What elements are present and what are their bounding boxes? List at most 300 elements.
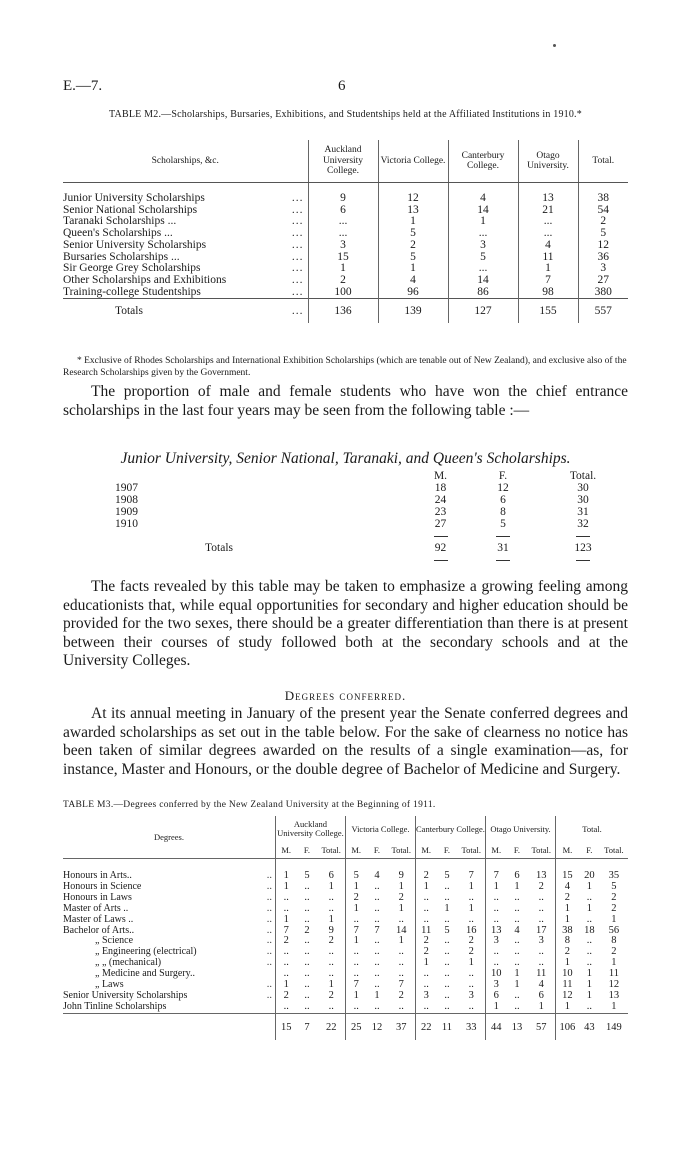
- table-cell: ..: [304, 880, 310, 892]
- table-cell: ..: [398, 913, 404, 925]
- table-cell: ..: [514, 902, 520, 914]
- rule-cell: [413, 554, 468, 566]
- table-cell: ...: [518, 228, 578, 240]
- table-cell: ..: [514, 946, 520, 958]
- table-cell: 1: [485, 882, 506, 893]
- spacer-cell: [556, 1034, 579, 1040]
- table-cell: 3: [415, 991, 436, 1002]
- row-label: Senior National Scholarships: [63, 203, 198, 216]
- page-number: 6: [338, 78, 346, 94]
- spacer-cell: [436, 1034, 457, 1040]
- table-cell: 3: [448, 240, 518, 252]
- table-cell: ..: [415, 893, 436, 904]
- leader-dots: ..: [266, 902, 272, 914]
- table-cell: 7: [518, 275, 578, 287]
- table-cell: 2: [611, 902, 617, 914]
- table-cell: ..: [444, 1000, 450, 1012]
- table-cell: ..: [586, 957, 592, 969]
- col-header-degrees: [63, 816, 275, 859]
- rule-mark: [434, 536, 448, 537]
- rule-mark: [496, 560, 510, 561]
- table-cell: 20: [584, 870, 595, 881]
- row-label: Honours in Laws: [63, 891, 132, 903]
- table-cell: 2: [378, 240, 448, 252]
- table-cell: 11: [608, 968, 619, 980]
- table-cell: 2: [556, 893, 579, 904]
- spacer-cell: [261, 1034, 275, 1040]
- table-cell: 12: [608, 979, 620, 991]
- year-cell: 1907: [115, 482, 138, 494]
- page-reference: E.—7.: [63, 78, 103, 94]
- section-heading-degrees: [63, 688, 628, 704]
- table-cell: 1: [345, 991, 366, 1002]
- total-cell: 13: [506, 1013, 527, 1034]
- table-cell: 3: [485, 936, 506, 947]
- total-cell: 15: [275, 1013, 296, 1034]
- row-label: Other Scholarships and Exhibitions: [63, 273, 227, 286]
- table-cell: 17: [535, 924, 547, 936]
- table-cell: ..: [468, 968, 474, 980]
- table-row: [63, 904, 628, 915]
- table-cell: ..: [514, 1000, 520, 1012]
- total-cell: 22: [317, 1013, 345, 1034]
- male-cell: 27: [434, 518, 447, 530]
- table-cell: 2: [415, 871, 436, 882]
- table-cell: 10: [485, 969, 506, 980]
- spacer-cell: [63, 554, 233, 566]
- row-label: „ „ (mechanical): [95, 957, 162, 969]
- rule-mark: [496, 536, 510, 537]
- group-header-total: Total.: [556, 816, 629, 842]
- table-cell: ..: [415, 915, 436, 926]
- spacer-cell: [378, 317, 448, 323]
- table-cell: ..: [538, 946, 544, 958]
- table-cell: ...: [308, 216, 378, 228]
- table-cell: 18: [584, 924, 595, 936]
- table-cell: 14: [448, 205, 518, 217]
- leader-dots: ...: [291, 285, 304, 298]
- table-cell: 1: [586, 968, 592, 980]
- subcol-header: F.: [303, 844, 311, 855]
- total-cell: 32: [577, 518, 589, 530]
- table-cell: ..: [514, 913, 520, 925]
- table-cell: ..: [328, 902, 334, 914]
- col-header-auckland: Auckland University College.: [308, 140, 378, 183]
- table-cell: ...: [448, 228, 518, 240]
- table-cell: ..: [275, 893, 296, 904]
- spacer-cell: [317, 1034, 345, 1040]
- table-cell: ..: [444, 979, 450, 991]
- spacer-cell: [527, 1034, 555, 1040]
- table-cell: ..: [485, 947, 506, 958]
- table-cell: 54: [578, 205, 628, 217]
- table-cell: 7: [485, 871, 506, 882]
- table-cell: 13: [378, 205, 448, 217]
- spacer-cell: [345, 1034, 366, 1040]
- table-cell: ..: [468, 913, 474, 925]
- table-cell: 2: [328, 935, 334, 947]
- table-cell: ..: [444, 957, 450, 969]
- leader-dots: ..: [266, 891, 272, 903]
- table-cell: 1: [611, 913, 617, 925]
- table-cell: 1: [468, 957, 474, 969]
- table-cell: ..: [304, 891, 310, 903]
- table-cell: ..: [374, 880, 380, 892]
- totals-row: [63, 299, 628, 318]
- table-cell: 5: [378, 228, 448, 240]
- table-cell: ..: [374, 979, 380, 991]
- table-cell: ..: [415, 1002, 436, 1013]
- subcol-header: F.: [513, 844, 521, 855]
- table-m3: [63, 816, 628, 1040]
- leader-dots: ...: [291, 203, 304, 216]
- table-cell: ..: [485, 893, 506, 904]
- table-cell: ..: [444, 880, 450, 892]
- table-cell: 1: [275, 915, 296, 926]
- table-cell: 6: [514, 870, 520, 881]
- female-cell: 8: [500, 506, 506, 518]
- table-cell: 2: [398, 891, 404, 903]
- table-cell: 2: [415, 947, 436, 958]
- table-cell: 9: [398, 870, 404, 881]
- table-cell: 4: [556, 882, 579, 893]
- col-header-m: M.: [433, 470, 448, 482]
- ink-speck: [553, 44, 556, 47]
- leader-dots: ..: [266, 979, 272, 991]
- row-label: Taranaki Scholarships ...: [63, 215, 177, 228]
- table-cell: ..: [345, 1002, 366, 1013]
- subcol-header: M.: [415, 842, 436, 859]
- table-cell: 7: [374, 924, 380, 936]
- total-cell: 139: [378, 299, 448, 318]
- table-cell: 6: [328, 870, 334, 881]
- table-cell: ..: [275, 1002, 296, 1013]
- degrees-heading-text: Degrees conferred.: [284, 688, 407, 703]
- row-label: Master of Laws ..: [63, 913, 134, 925]
- year-cell: 1908: [115, 494, 138, 506]
- totals-row: [63, 1013, 628, 1034]
- table-cell: ..: [328, 968, 334, 980]
- male-cell: 23: [434, 506, 447, 518]
- table-cell: 4: [448, 193, 518, 205]
- table-cell: 11: [536, 968, 547, 980]
- leader-dots: ...: [238, 299, 308, 318]
- subcol-header: Total.: [604, 844, 624, 855]
- total-cell: 31: [577, 506, 589, 518]
- paragraph-facts: The facts revealed by this table may be taken to emphasize a growing feeling among educationists that, while equal opportunities for secondary and higher education should be provided for the two sexes, there should be a greater differentiation than there is at present between their courses of study followed both at the secondary schools and at the University Colleges.: [63, 578, 628, 669]
- spacer-cell: [415, 1034, 436, 1040]
- subcol-header: Total.: [391, 844, 411, 855]
- subcol-header: F.: [586, 844, 593, 855]
- table-cell: 2: [468, 935, 474, 947]
- table-cell: ..: [304, 957, 310, 969]
- table-cell: 2: [308, 275, 378, 287]
- row-label: Junior University Scholarships: [63, 192, 205, 204]
- total-cell: 127: [448, 299, 518, 318]
- table-cell: 1: [538, 1000, 544, 1012]
- leader-dots: ...: [291, 192, 304, 204]
- table-cell: 6: [485, 991, 506, 1002]
- total-female: 31: [497, 542, 509, 554]
- table-cell: ..: [374, 902, 380, 914]
- table-cell: 7: [468, 870, 474, 881]
- table-cell: 86: [448, 287, 518, 299]
- table-cell: ..: [275, 947, 296, 958]
- table-cell: ..: [345, 958, 366, 969]
- total-cell: 30: [577, 482, 589, 494]
- table-cell: ..: [485, 904, 506, 915]
- table-cell: 11: [415, 926, 436, 937]
- subcol-header: Total.: [321, 844, 341, 855]
- table-cell: 8: [556, 936, 579, 947]
- table-cell: 1: [275, 871, 296, 882]
- spacer-cell: [387, 1034, 415, 1040]
- year-cell: 1910: [115, 518, 138, 530]
- row-label: „ Laws: [95, 979, 124, 991]
- table-cell: ..: [538, 957, 544, 969]
- total-cell: 43: [579, 1013, 600, 1034]
- table-cell: ...: [518, 216, 578, 228]
- leader-dots: ..: [266, 989, 272, 1001]
- table-cell: 36: [578, 252, 628, 264]
- table-cell: ..: [275, 969, 296, 980]
- table-cell: ..: [304, 1000, 310, 1012]
- total-cell: 106: [556, 1013, 579, 1034]
- row-label: Honours in Science: [63, 880, 142, 892]
- rule-cell: [468, 530, 538, 542]
- table-cell: ..: [415, 980, 436, 991]
- table-cell: ..: [514, 957, 520, 969]
- table-cell: 2: [556, 947, 579, 958]
- col-header-total: Total.: [569, 470, 597, 482]
- table-cell: ..: [304, 946, 310, 958]
- table-cell: 3: [538, 935, 544, 947]
- table-cell: ..: [304, 935, 310, 947]
- table-row: [63, 915, 628, 926]
- spacer-cell: [63, 530, 233, 542]
- total-cell: 22: [415, 1013, 436, 1034]
- row-label: Bursaries Scholarships ...: [63, 250, 180, 263]
- col-header-victoria: Victoria College.: [378, 140, 448, 183]
- table-cell: 38: [556, 926, 579, 937]
- table-cell: ..: [514, 891, 520, 903]
- table-cell: ..: [398, 946, 404, 958]
- spacer-cell: [579, 1034, 600, 1040]
- table-cell: ..: [538, 891, 544, 903]
- spacer-cell: [308, 317, 378, 323]
- table-cell: 15: [556, 871, 579, 882]
- paragraph-annual-meeting: At its annual meeting in January of the present year the Senate conferred degrees and awarded scholarships as set out in the table below. For the sake of clearness no notice has been taken of similar degrees awarded on the results of a single examination—as, for instance, Master and Honours, or the double degree of Bachelor of Medicine and Surgery.: [63, 705, 628, 778]
- table-cell: ..: [275, 904, 296, 915]
- table-cell: 1: [556, 958, 579, 969]
- table-cell: 1: [275, 980, 296, 991]
- rule-row: [63, 530, 628, 542]
- table-cell: 11: [518, 252, 578, 264]
- table-cell: 3: [485, 980, 506, 991]
- table-cell: 3: [468, 989, 474, 1001]
- female-cell: 6: [500, 494, 506, 506]
- spacer-cell: [233, 530, 413, 542]
- table-cell: 5: [444, 924, 450, 936]
- table-cell: ..: [444, 913, 450, 925]
- table-cell: ..: [328, 957, 334, 969]
- subcol-header: M.: [485, 842, 506, 859]
- rule-row: [63, 554, 628, 566]
- table-row: [63, 240, 628, 252]
- table-cell: 5: [611, 880, 617, 892]
- table-cell: ..: [304, 902, 310, 914]
- table-cell: ..: [374, 957, 380, 969]
- table-row: [63, 275, 628, 287]
- table-cell: 6: [308, 205, 378, 217]
- table-cell: 4: [538, 979, 544, 991]
- female-cell: 12: [497, 482, 509, 494]
- table-cell: ..: [444, 989, 450, 1001]
- table-cell: ..: [398, 1000, 404, 1012]
- table-cell: ..: [586, 1000, 592, 1012]
- spacer-cell: [63, 317, 238, 323]
- table-cell: ..: [304, 913, 310, 925]
- table-cell: 1: [398, 935, 404, 947]
- rule-mark: [576, 536, 590, 537]
- table-cell: 1: [378, 216, 448, 228]
- spacer-cell: [578, 317, 628, 323]
- table-cell: 2: [345, 893, 366, 904]
- subcol-header: M.: [275, 842, 296, 859]
- table-cell: 1: [586, 979, 592, 991]
- table-row: [63, 193, 628, 205]
- spacer-cell: [485, 1034, 506, 1040]
- table-cell: 1: [468, 902, 474, 914]
- total-cell: 25: [345, 1013, 366, 1034]
- spacer-cell: [63, 1013, 261, 1034]
- table-cell: 1: [275, 882, 296, 893]
- table-cell: 5: [304, 870, 310, 881]
- table-cell: 12: [556, 991, 579, 1002]
- scholarships-table-title: Junior University, Senior National, Taranaki, and Queen's Scholarships.: [120, 450, 571, 467]
- totals-label: Totals: [63, 299, 238, 318]
- table-cell: 9: [308, 193, 378, 205]
- leader-dots: [233, 506, 413, 518]
- leader-dots: ...: [291, 250, 304, 263]
- table-m2-footnote: * Exclusive of Rhodes Scholarships and International Exhibition Scholarships (which are tenable out of New Zealand), and exclusive also of the Research Scholarships given by the Government.: [63, 356, 627, 378]
- table-cell: ..: [415, 904, 436, 915]
- table-cell: 11: [556, 980, 579, 991]
- table-cell: 1: [374, 989, 380, 1001]
- rule-cell: [413, 530, 468, 542]
- table-cell: 1: [518, 263, 578, 275]
- table-row: [63, 287, 628, 299]
- table-cell: 1: [468, 880, 474, 892]
- table-cell: 7: [345, 926, 366, 937]
- spacer-cell: [275, 1034, 296, 1040]
- table-cell: 12: [578, 240, 628, 252]
- table-cell: 15: [308, 252, 378, 264]
- table-m2: [63, 140, 628, 323]
- table-cell: 5: [448, 252, 518, 264]
- table-cell: 1: [586, 880, 592, 892]
- table-cell: 1: [514, 880, 520, 892]
- table-cell: ..: [444, 946, 450, 958]
- spacer-cell: [366, 1034, 387, 1040]
- year-cell: 1909: [115, 506, 138, 518]
- spacer-cell: [233, 554, 413, 566]
- table-cell: 13: [485, 926, 506, 937]
- table-cell: 2: [415, 936, 436, 947]
- total-cell: 57: [527, 1013, 555, 1034]
- table-cell: 1: [485, 1002, 506, 1013]
- table-cell: 2: [468, 946, 474, 958]
- table-cell: 14: [395, 924, 407, 936]
- totals-label: Totals: [205, 542, 233, 554]
- group-header-auckland: Auckland University College.: [275, 816, 345, 842]
- table-cell: 9: [328, 924, 334, 936]
- table-cell: 7: [275, 926, 296, 937]
- total-cell: 136: [308, 299, 378, 318]
- leader-dots: ..: [266, 913, 272, 925]
- paragraph-proportion: The proportion of male and female students who have won the chief entrance scholarships in the last four years may be seen from the following table :—: [63, 383, 628, 419]
- row-label: Sir George Grey Scholarships: [63, 262, 201, 275]
- table-cell: ..: [586, 891, 592, 903]
- table-cell: 1: [398, 902, 404, 914]
- rule-cell: [468, 554, 538, 566]
- table-cell: 1: [611, 957, 617, 969]
- total-all: 123: [574, 542, 592, 554]
- spacer-cell: [518, 317, 578, 323]
- total-cell: 557: [578, 299, 628, 318]
- table-cell: 1: [328, 913, 334, 925]
- leader-dots: [233, 494, 413, 506]
- table-cell: ..: [345, 915, 366, 926]
- table-cell: 2: [304, 924, 310, 936]
- table-cell: ..: [374, 1000, 380, 1012]
- table-cell: 1: [556, 904, 579, 915]
- table-cell: 2: [275, 936, 296, 947]
- table-cell: 8: [611, 935, 617, 947]
- table-cell: 27: [578, 275, 628, 287]
- table-cell: 14: [448, 275, 518, 287]
- leader-dots: ..: [266, 924, 272, 936]
- degrees-label: Degrees.: [153, 831, 184, 842]
- table-cell: 1: [514, 968, 520, 980]
- table-cell: 16: [465, 924, 477, 936]
- table-cell: ..: [468, 891, 474, 903]
- leader-dots: ...: [291, 238, 304, 251]
- table-cell: 380: [578, 287, 628, 299]
- table-cell: ..: [275, 958, 296, 969]
- table-m3-caption: TABLE M3.—Degrees conferred by the New Zealand University at the Beginning of 1911.: [63, 800, 436, 810]
- table-cell: 1: [415, 958, 436, 969]
- total-cell: 7: [296, 1013, 317, 1034]
- group-header-otago: Otago University.: [485, 816, 555, 842]
- table-cell: ..: [328, 946, 334, 958]
- table-row: [63, 1002, 628, 1013]
- table-cell: 98: [518, 287, 578, 299]
- table-cell: 6: [538, 989, 544, 1001]
- table-cell: 1: [444, 902, 450, 914]
- total-male: 92: [434, 542, 447, 554]
- table-cell: 1: [556, 1002, 579, 1013]
- table-cell: ..: [514, 935, 520, 947]
- table-cell: 2: [328, 989, 334, 1001]
- subcol-header: M.: [556, 842, 579, 859]
- table-cell: 1: [514, 979, 520, 991]
- leader-dots: [233, 518, 413, 530]
- table-cell: 5: [378, 252, 448, 264]
- table-cell: 35: [608, 870, 620, 881]
- table-cell: 1: [398, 880, 404, 892]
- table-cell: 1: [328, 880, 334, 892]
